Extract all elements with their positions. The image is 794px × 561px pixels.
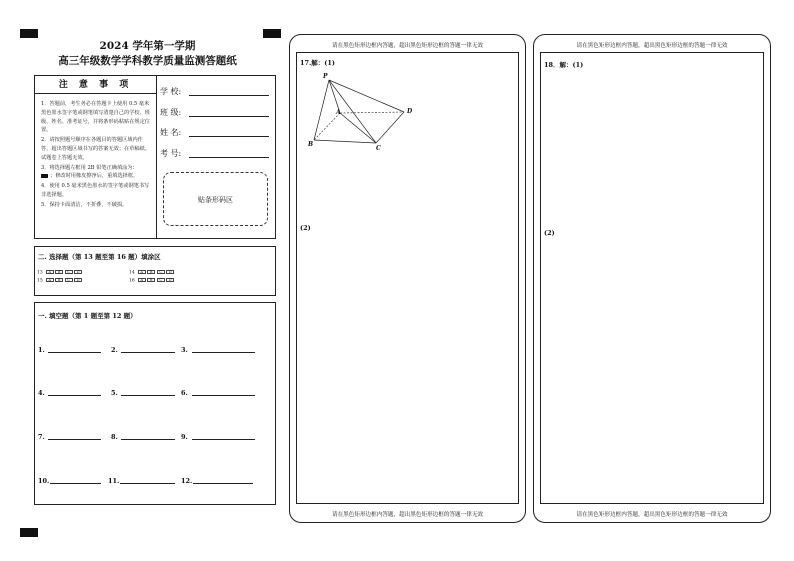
question-number: 14 <box>129 270 135 276</box>
notice-item-4: 4．使用 0.5 毫米黑色墨水的签字笔或钢笔书写非选择题。 <box>41 183 150 198</box>
option-box[interactable]: B <box>55 270 63 274</box>
fill-in-section-title: 一. 填空题（第 1 题至第 12 题） <box>38 312 137 320</box>
registration-mark-top-middle <box>263 29 281 38</box>
fill-answer-9[interactable] <box>192 439 255 440</box>
option-box[interactable]: C <box>157 278 165 282</box>
fill-answer-5[interactable] <box>121 395 175 396</box>
fill-number-5: 5. <box>111 389 118 397</box>
question-number: 15 <box>37 278 43 284</box>
option-box[interactable]: B <box>147 278 155 282</box>
exam-number-field[interactable] <box>189 157 269 158</box>
choice-section <box>34 246 276 296</box>
fill-number-3: 3. <box>181 346 188 354</box>
fill-answer-11[interactable] <box>120 483 175 484</box>
name-field[interactable] <box>189 136 269 137</box>
vertex-A-label: A <box>336 109 341 116</box>
registration-mark-top-left <box>20 29 38 38</box>
fill-answer-8[interactable] <box>121 439 175 440</box>
question-number: 16 <box>129 278 135 284</box>
panel-17-warning-bottom: 请在黑色矩形边框内答题，超出黑色矩形边框的答题一律无效 <box>331 512 484 518</box>
vertex-D-label: D <box>407 108 413 115</box>
choice-section-title: 二. 选择题（第 13 题至第 16 题）填涂区 <box>38 253 161 261</box>
fill-number-12: 12. <box>181 477 193 485</box>
fill-number-7: 7. <box>38 433 45 441</box>
fill-answer-1[interactable] <box>48 352 101 353</box>
fill-answer-12[interactable] <box>193 483 253 484</box>
notice-item-3 <box>41 164 151 182</box>
notice-body <box>41 100 151 211</box>
choice-row-13[interactable] <box>37 270 82 276</box>
barcode-area[interactable]: 贴条形码区 <box>163 172 268 226</box>
option-box[interactable]: A <box>138 270 146 274</box>
panel-18-warning-top: 请在黑色矩形边框内答题，超出黑色矩形边框的答题一律无效 <box>576 43 728 49</box>
name-label: 姓 名: <box>160 128 182 137</box>
class-label: 班 级: <box>160 108 182 117</box>
pyramid-figure <box>306 70 416 152</box>
edge-PB <box>314 80 329 140</box>
option-box[interactable]: C <box>65 278 73 282</box>
edge-BC <box>314 140 376 143</box>
answer-sheet-title: 高三年级数学学科教学质量监测答题纸 <box>58 55 237 67</box>
choice-row-14[interactable] <box>129 270 174 276</box>
option-box[interactable]: B <box>147 270 155 274</box>
notice-panel <box>35 76 157 238</box>
fill-in-section <box>34 302 276 505</box>
fill-answer-4[interactable] <box>48 395 101 396</box>
notice-item-5: 5．保持卡面清洁，不折叠，不破损。 <box>41 201 128 208</box>
edge-CD <box>376 112 404 143</box>
fill-number-10: 10. <box>38 477 50 485</box>
fill-answer-6[interactable] <box>192 395 255 396</box>
option-box[interactable]: C <box>157 270 165 274</box>
option-box[interactable]: D <box>166 270 174 274</box>
fill-number-9: 9. <box>181 433 188 441</box>
choice-row-15[interactable] <box>37 278 82 284</box>
edge-AC <box>340 113 376 143</box>
fill-number-1: 1. <box>38 346 45 354</box>
notice-item-3-line2: ；修改时用橡皮擦净后，重填选择框。 <box>50 173 139 180</box>
option-box[interactable]: D <box>74 278 82 282</box>
option-box[interactable]: C <box>65 270 73 274</box>
exam-term-title: 2024 学年第一学期 <box>99 40 196 52</box>
vertex-B-label: B <box>308 141 314 148</box>
choice-row-16[interactable] <box>129 278 174 284</box>
fill-number-8: 8. <box>111 433 118 441</box>
panel-17-warning-top: 请在黑色矩形边框内答题，超出黑色矩形边框的答题一律无效 <box>331 43 484 49</box>
question-number: 13 <box>37 270 43 276</box>
option-box[interactable]: D <box>166 278 174 282</box>
fill-number-4: 4. <box>38 389 45 397</box>
question-18-part-2: (2) <box>544 229 555 237</box>
vertex-C-label: C <box>376 145 381 152</box>
exam-number-label: 考 号: <box>160 149 182 158</box>
option-box[interactable]: D <box>74 270 82 274</box>
answer-area-18[interactable] <box>540 52 764 504</box>
question-18-label: 18．解：(1) <box>544 61 584 69</box>
class-field[interactable] <box>189 116 269 117</box>
fill-answer-2[interactable] <box>121 352 175 353</box>
notice-item-2: 2．请按照题号顺序在各题目的答题区域内作答，超出答题区域书写的答案无效；在草稿纸、试题卷上答题无效。 <box>41 137 150 161</box>
option-box[interactable]: A <box>138 278 146 282</box>
fill-number-2: 2. <box>111 346 118 354</box>
panel-18-warning-bottom: 请在黑色矩形边框内答题，超出黑色矩形边框的答题一律无效 <box>576 512 728 518</box>
fill-answer-7[interactable] <box>48 439 101 440</box>
fill-answer-10[interactable] <box>50 483 101 484</box>
school-field[interactable] <box>189 95 269 96</box>
notice-item-1: 1．答题前，考生务必在答题卡上使用 0.5 毫米黑色墨水签字笔或钢笔填写清楚自己的学校、班级、姓名、准考证号，并将条形码粘贴在规定位置。 <box>41 101 150 134</box>
notice-item-3-line1: 3．将选择题左框用 2B 铅笔正确填涂为: <box>41 164 135 171</box>
edge-PD <box>329 80 404 112</box>
vertex-P-label: P <box>323 73 328 80</box>
fill-number-11: 11. <box>108 477 120 485</box>
notice-heading: 注 意 事 项 <box>35 76 156 94</box>
question-17-part-2: (2) <box>300 224 311 232</box>
edge-AD-hidden <box>340 112 404 113</box>
option-box[interactable]: A <box>46 270 54 274</box>
option-box[interactable]: B <box>55 278 63 282</box>
fill-answer-3[interactable] <box>192 352 255 353</box>
edge-AB-hidden <box>314 113 340 140</box>
option-box[interactable]: A <box>46 278 54 282</box>
filled-sample-icon <box>41 174 48 178</box>
question-17-label: 17.解：(1) <box>300 59 335 67</box>
registration-mark-bottom-left <box>20 528 38 537</box>
fill-number-6: 6. <box>181 389 188 397</box>
school-label: 学 校: <box>160 87 182 96</box>
